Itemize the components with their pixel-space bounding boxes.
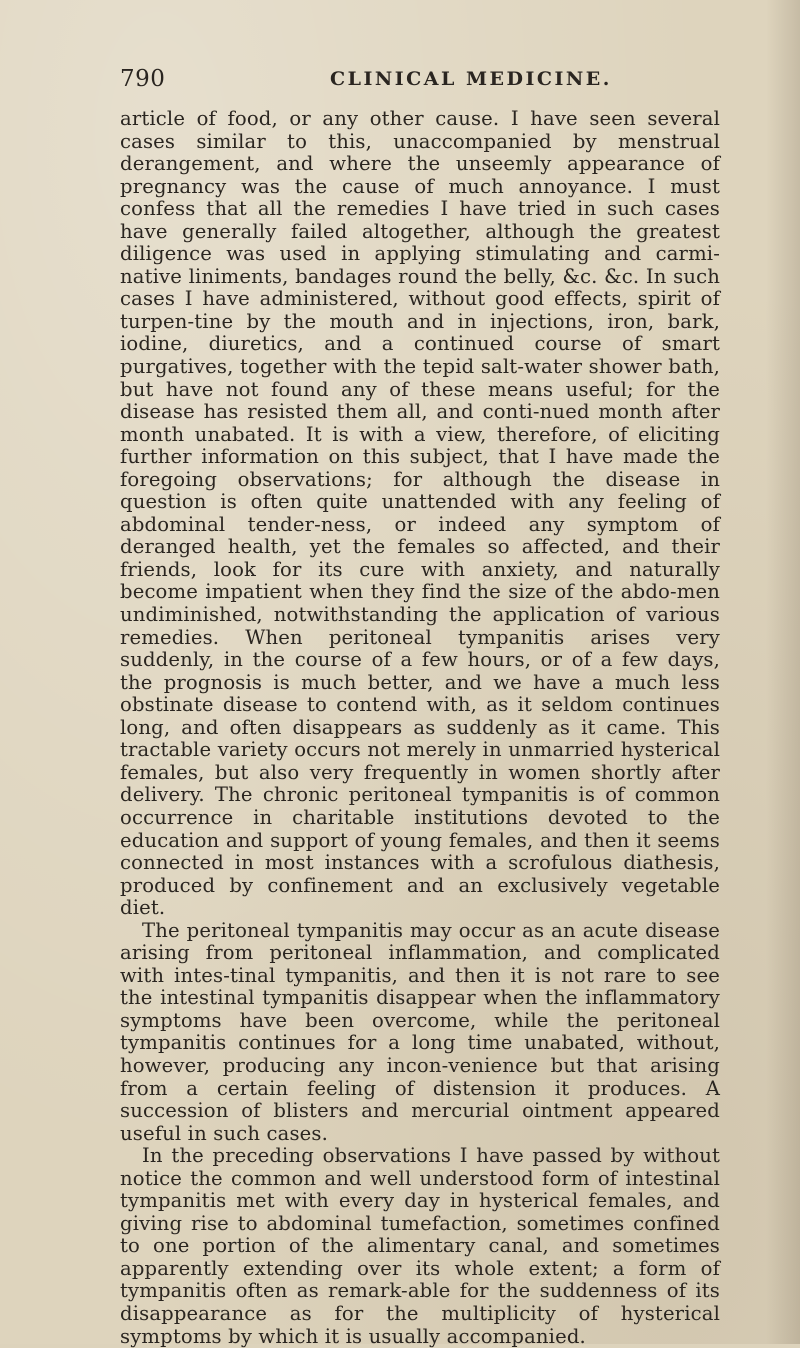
page-number: 790 — [120, 66, 166, 92]
paragraph: In the preceding observations I have passed by without notice the common and well understood form of intestinal tympanitis met with every day in hysterical females, and giving rise to abdominal tumefaction, sometimes confined to one portion of the alimentary canal, and sometimes apparently extending over its whole extent; a form of tympanitis often as remark-able for the suddenness of its disappearance as for the multiplicity of hysterical symptoms by which it is usually accompanied. — [120, 1144, 720, 1348]
body-text — [120, 108, 720, 1348]
page-edge-shadow — [766, 0, 800, 1344]
page-header — [120, 66, 720, 96]
running-head: CLINICAL MEDICINE. — [330, 68, 612, 90]
paragraph: article of food, or any other cause. I have seen several cases similar to this, unaccompanied by menstrual derangement, and where the unseemly appearance of pregnancy was the cause of much annoyance. I must confess that all the remedies I have tried in such cases have generally failed altogether, although the greatest diligence was used in applying stimulating and carmi-native liniments, bandages round the belly, &c. &c. In such cases I have administered, without good effects, spirit of turpen-tine by the mouth and in injections, iron, bark, iodine, diuretics, and a continued course of smart purgatives, together with the tepid salt-water shower bath, but have not found any of these means useful; for the disease has resisted them all, and conti-nued month after month unabated. It is with a view, therefore, of eliciting further information on this subject, that I have made the foregoing observations; for although the disease in question is often quite unattended with any feeling of abdominal tender-ness, or indeed any symptom of deranged health, yet the females so affected, and their friends, look for its cure with anxiety, and naturally become impatient when they find the size of the abdo-men undiminished, notwithstanding the application of various remedies. When peritoneal tympanitis arises very suddenly, in the course of a few hours, or of a few days, the prognosis is much better, and we have a much less obstinate disease to contend with, as it seldom continues long, and often disappears as suddenly as it came. This tractable variety occurs not merely in unmarried hysterical females, but also very frequently in women shortly after delivery. The chronic peritoneal tympanitis is of common occurrence in charitable institutions devoted to the education and support of young females, and then it seems connected in most instances with a scrofulous diathesis, produced by confinement and an exclusively vegetable diet. — [120, 107, 720, 920]
paragraph: The peritoneal tympanitis may occur as an acute disease arising from peritoneal inflammation, and complicated with intes-tinal tympanitis, and then it is not rare to see the intestinal tympanitis disappear when the inflammatory symptoms have been overcome, while the peritoneal tympanitis continues for a long time unabated, without, however, producing any incon-venience but that arising from a certain feeling of distension it produces. A succession of blisters and mercurial ointment appeared useful in such cases. — [120, 918, 720, 1145]
